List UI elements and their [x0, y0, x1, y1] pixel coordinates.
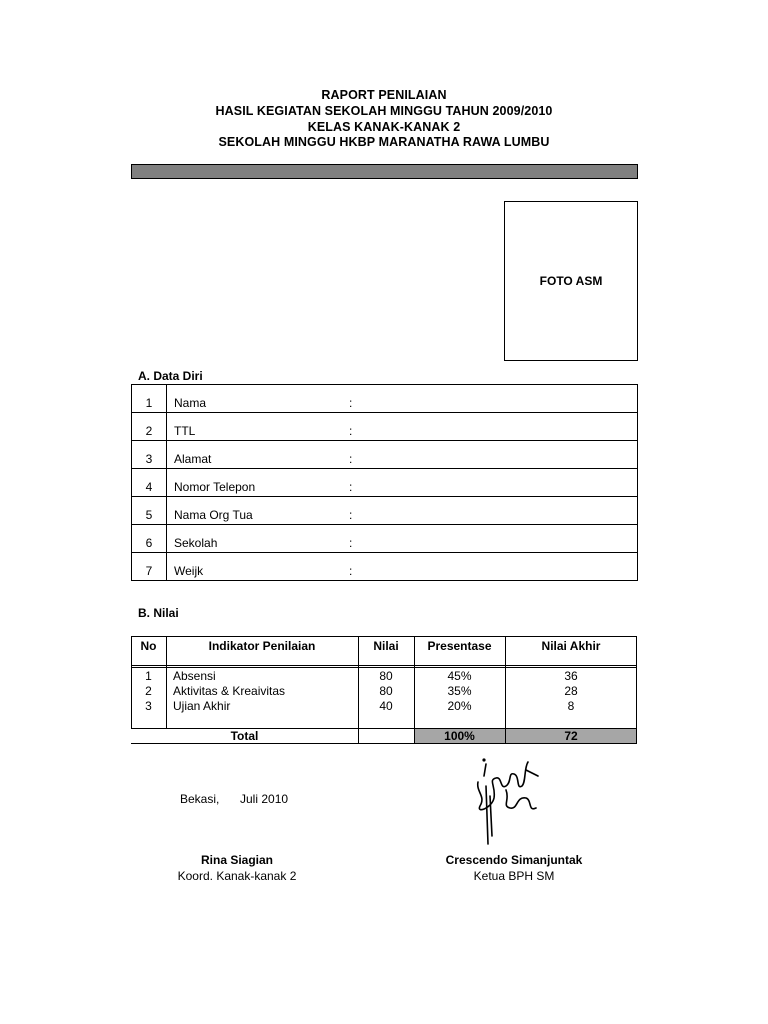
header-separator-double [131, 667, 637, 668]
class-name: KELAS KANAK-KANAK 2 [307, 120, 461, 134]
place-label: Bekasi, [180, 792, 220, 806]
field-label: Sekolah [174, 536, 218, 550]
header-indikator: Indikator Penilaian [208, 639, 316, 653]
field-label: Alamat [174, 452, 212, 466]
table-row [132, 497, 637, 525]
row-number: 1 [132, 385, 167, 412]
cell-presentase: 20% [447, 699, 472, 713]
table-row [132, 469, 637, 497]
data-diri-table [131, 384, 638, 581]
header-presentase: Presentase [427, 639, 492, 653]
table-border-top [131, 636, 637, 637]
cell-no: 1 [145, 669, 152, 683]
cell-presentase: 45% [447, 669, 472, 683]
cell-nilai: 40 [379, 699, 393, 713]
school-name: SEKOLAH MINGGU HKBP MARANATHA RAWA LUMBU [218, 135, 550, 149]
cell-indikator: Aktivitas & Kreaivitas [173, 684, 286, 698]
field-colon: : [349, 452, 353, 466]
cell-nilai: 80 [379, 669, 393, 683]
row-number: 5 [132, 497, 167, 524]
field-colon: : [349, 396, 353, 410]
cell-presentase: 35% [447, 684, 472, 698]
header-nilai: Nilai [373, 639, 399, 653]
header-nilai-akhir: Nilai Akhir [541, 639, 601, 653]
field-colon: : [349, 424, 353, 438]
field-label: Nama [174, 396, 207, 410]
table-row [132, 385, 637, 413]
cell-nilai-akhir: 36 [564, 669, 578, 683]
right-signer-role: Ketua BPH SM [473, 869, 555, 883]
row-number: 4 [132, 469, 167, 496]
row-number: 6 [132, 525, 167, 552]
row-number: 2 [132, 413, 167, 440]
row-number: 7 [132, 553, 167, 580]
nilai-table [131, 636, 637, 746]
field-label: Weijk [174, 564, 204, 578]
field-label: TTL [174, 424, 196, 438]
signature-image [466, 756, 546, 848]
cell-nilai-akhir: 28 [564, 684, 578, 698]
header-separator [131, 665, 637, 666]
left-signer-role: Koord. Kanak-kanak 2 [177, 869, 297, 883]
row-number: 3 [132, 441, 167, 468]
cell-indikator: Absensi [173, 669, 216, 683]
field-colon: : [349, 480, 353, 494]
cell-nilai-akhir: 8 [567, 699, 575, 713]
field-colon: : [349, 564, 353, 578]
cell-indikator: Ujian Akhir [173, 699, 231, 713]
date-label: Juli 2010 [240, 792, 289, 806]
total-presentase: 100% [444, 729, 475, 743]
cell-no: 3 [145, 699, 152, 713]
table-border-bottom [131, 743, 637, 744]
field-label: Nomor Telepon [174, 480, 256, 494]
total-nilai-akhir: 72 [564, 729, 578, 743]
field-colon: : [349, 536, 353, 550]
table-row [132, 525, 637, 553]
nilai-heading: B. Nilai [138, 606, 179, 620]
data-diri-heading: A. Data Diri [138, 369, 203, 383]
field-colon: : [349, 508, 353, 522]
header-divider-bar [131, 164, 638, 179]
cell-nilai: 80 [379, 684, 393, 698]
left-signer-name: Rina Siagian [200, 853, 274, 867]
total-label: Total [230, 729, 259, 743]
photo-placeholder [504, 201, 638, 361]
header-no: No [140, 639, 157, 653]
report-title: RAPORT PENILAIAN [321, 88, 447, 102]
field-label: Nama Org Tua [174, 508, 253, 522]
photo-placeholder-label: FOTO ASM [539, 274, 603, 288]
cell-no: 2 [145, 684, 152, 698]
right-signer-name: Crescendo Simanjuntak [445, 853, 583, 867]
table-row [132, 441, 637, 469]
report-subtitle: HASIL KEGIATAN SEKOLAH MINGGU TAHUN 2009/2010 [215, 104, 553, 118]
table-row [132, 553, 637, 580]
table-row [132, 413, 637, 441]
